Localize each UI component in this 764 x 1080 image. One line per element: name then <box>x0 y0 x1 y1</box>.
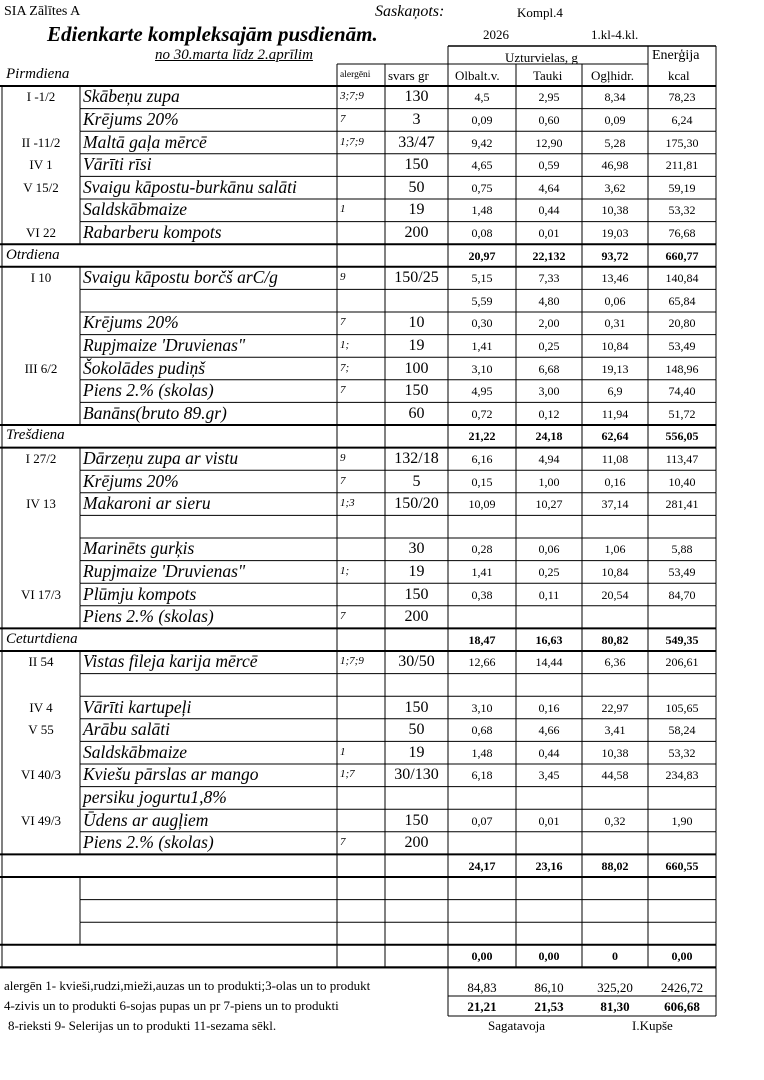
portion-weight: 30 <box>408 540 425 558</box>
allergen-codes: 7 <box>340 610 346 623</box>
carbs-value: 19,03 <box>601 225 629 240</box>
fat-value: 0,44 <box>538 745 560 760</box>
dish-name: Krējums 20% <box>83 312 179 333</box>
allergen-codes: 1;3 <box>340 497 355 510</box>
dish-name: Dārzeņu zupa ar vistu <box>83 447 239 468</box>
energy-value: 53,32 <box>668 203 696 218</box>
dish-code: VI 40/3 <box>20 767 62 783</box>
energy-value: 51,72 <box>668 406 696 421</box>
carbs-value: 37,14 <box>601 497 629 512</box>
protein-value: 3,10 <box>471 700 493 715</box>
dish-code: II 54 <box>28 654 54 670</box>
allergen-codes: 7 <box>340 112 346 125</box>
carbs-value: 0,06 <box>604 293 626 308</box>
fat-value: 14,44 <box>535 655 563 670</box>
energy-value: 59,19 <box>668 180 696 195</box>
allergen-codes: 3;7;9 <box>340 90 364 103</box>
carbs-value: 10,84 <box>601 564 629 579</box>
fat-value: 3,45 <box>538 768 560 783</box>
dish-name: Rabarberu kompots <box>83 221 222 242</box>
total-carbs: 80,82 <box>601 632 629 647</box>
avg-energy: 606,68 <box>664 999 700 1014</box>
avg-protein: 21,21 <box>467 999 497 1014</box>
dish-name: Maltā gaļa mērcē <box>83 131 207 152</box>
dish-code: I 10 <box>30 270 52 286</box>
energy-value: 1,90 <box>671 813 693 828</box>
allergen-codes: 9 <box>340 271 346 284</box>
energy-value: 140,84 <box>665 271 699 286</box>
protein-value: 0,72 <box>471 406 493 421</box>
allergen-codes: 7 <box>340 384 346 397</box>
dish-name: Makaroni ar sieru <box>83 493 211 514</box>
dish-name: Vistas fileja karija mērcē <box>83 651 258 672</box>
energy-value: 20,80 <box>668 316 696 331</box>
carbs-value: 11,08 <box>601 451 629 466</box>
dish-name: Banāns(bruto 89.gr) <box>83 402 227 423</box>
dish-code: VI 49/3 <box>20 812 62 828</box>
fat-value: 6,68 <box>538 361 560 376</box>
protein-value: 12,66 <box>468 655 496 670</box>
energy-value: 281,41 <box>665 497 699 512</box>
avg-carbs: 81,30 <box>600 999 630 1014</box>
portion-weight: 30/50 <box>398 653 435 671</box>
protein-value: 5,59 <box>471 293 493 308</box>
energy-value: 76,68 <box>668 225 696 240</box>
fat-value: 0,16 <box>538 700 560 715</box>
allergen-codes: 7 <box>340 836 346 849</box>
allergen-note-1: alergēn 1- kvieši,rudzi,mieži,auzas un to produkti;3-olas un to produkt <box>4 978 371 993</box>
allergen-codes: 1;7 <box>340 768 355 781</box>
carbs-value: 10,38 <box>601 203 629 218</box>
protein-value: 1,41 <box>471 338 493 353</box>
energy-value: 148,96 <box>665 361 699 376</box>
day-label: Pirmdiena <box>6 66 70 82</box>
fat-value: 12,90 <box>535 135 563 150</box>
day-label: Ceturtdiena <box>6 630 78 647</box>
page-title: Edienkarte kompleksajām pusdienām. <box>47 22 378 46</box>
dish-name: Krējums 20% <box>83 470 179 491</box>
fat-header: Tauki <box>533 68 563 83</box>
total-carbs: 62,64 <box>601 429 629 444</box>
approved-label: Saskaņots: <box>375 3 445 20</box>
prepared-label: Sagatavoja <box>488 1018 546 1033</box>
grades-label: 1.kl-4.kl. <box>591 27 639 42</box>
dish-name: Ūdens ar augļiem <box>83 809 209 830</box>
dish-name: Vārīti rīsi <box>83 154 152 175</box>
protein-value: 0,38 <box>471 587 493 602</box>
fat-value: 4,94 <box>538 451 560 466</box>
energy-value: 84,70 <box>668 587 696 602</box>
dish-name: Marinēts gurķis <box>83 538 195 559</box>
energy-value: 113,47 <box>665 451 699 466</box>
carbs-value: 8,34 <box>604 90 626 105</box>
portion-weight: 50 <box>408 721 425 739</box>
portion-weight: 19 <box>408 201 425 219</box>
fat-value: 3,00 <box>538 384 560 399</box>
energy-value: 105,65 <box>665 700 699 715</box>
set-label: Kompl.4 <box>517 5 563 20</box>
portion-weight: 19 <box>408 562 425 580</box>
dish-name: Svaigu kāpostu borčš arC/g <box>83 267 278 288</box>
protein-value: 1,48 <box>471 745 493 760</box>
total-energy: 660,77 <box>665 248 699 263</box>
dish-code: I -1/2 <box>26 89 56 105</box>
fat-value: 0,25 <box>538 564 560 579</box>
portion-weight: 130 <box>404 88 429 106</box>
day-label: Trešdiena <box>6 427 65 444</box>
carbs-value: 22,97 <box>601 700 629 715</box>
dish-code: VI 22 <box>26 224 56 240</box>
dish-name: Rupjmaize 'Druvienas" <box>83 560 246 581</box>
portion-weight: 10 <box>408 314 425 332</box>
carbs-value: 3,62 <box>604 180 626 195</box>
dish-name: Saldskābmaize <box>83 741 188 762</box>
dish-code: I 27/2 <box>25 450 57 466</box>
total-energy: 0,00 <box>671 949 693 964</box>
carbs-value: 10,84 <box>601 338 629 353</box>
dish-code: IV 1 <box>29 157 53 173</box>
total-carbs: 88,02 <box>601 858 629 873</box>
dish-name: Kviešu pārslas ar mango <box>83 764 259 785</box>
dish-name: Saldskābmaize <box>83 199 188 220</box>
carbs-value: 19,13 <box>601 361 629 376</box>
company-name: SIA Zālītes A <box>4 4 81 19</box>
carbs-value: 11,94 <box>601 406 629 421</box>
day-label: Otrdiena <box>6 246 60 263</box>
carbs-value: 46,98 <box>601 158 629 173</box>
fat-value: 4,66 <box>538 723 560 738</box>
carbs-value: 0,16 <box>604 474 626 489</box>
portion-weight: 19 <box>408 743 425 761</box>
dish-code: IV 13 <box>26 496 56 512</box>
protein-value: 1,48 <box>471 203 493 218</box>
dish-name: Piens 2.% (skolas) <box>83 380 214 401</box>
total-protein: 21,22 <box>468 429 496 444</box>
fat-value: 1,00 <box>538 474 560 489</box>
protein-value: 0,09 <box>471 112 493 127</box>
avg-fat: 21,53 <box>534 999 564 1014</box>
energy-value: 206,61 <box>665 655 699 670</box>
protein-value: 1,41 <box>471 564 493 579</box>
portion-weight: 100 <box>404 359 429 377</box>
fat-value: 0,11 <box>538 587 560 602</box>
protein-value: 6,16 <box>471 451 493 466</box>
dish-code: III 6/2 <box>24 360 58 376</box>
allergen-note-2: 4-zivis un to produkti 6-sojas pupas un pr 7-piens un to produkti <box>4 998 339 1013</box>
protein-value: 5,15 <box>471 271 493 286</box>
energy-header: Enerģija <box>652 48 700 63</box>
total-protein: 24,17 <box>468 858 496 873</box>
portion-weight: 150 <box>404 382 429 400</box>
fat-value: 0,59 <box>538 158 560 173</box>
protein-value: 3,10 <box>471 361 493 376</box>
energy-value: 234,83 <box>665 768 699 783</box>
dish-name: Krējums 20% <box>83 108 179 129</box>
total-carbs: 0 <box>612 949 618 964</box>
allergen-codes: 1; <box>340 564 350 577</box>
allergen-codes: 1 <box>340 745 346 758</box>
allergen-codes: 1 <box>340 203 346 216</box>
allergen-codes: 1; <box>340 338 350 351</box>
protein-value: 4,65 <box>471 158 493 173</box>
dish-name: Arābu salāti <box>83 719 171 740</box>
fat-value: 2,00 <box>538 316 560 331</box>
dish-code: II -11/2 <box>21 134 61 150</box>
sum-carbs: 325,20 <box>597 980 633 995</box>
fat-value: 0,01 <box>538 813 560 828</box>
total-fat: 24,18 <box>535 429 563 444</box>
dish-code: V 55 <box>28 722 54 738</box>
protein-value: 0,75 <box>471 180 493 195</box>
carbs-value: 13,46 <box>601 271 629 286</box>
dish-code: V 15/2 <box>23 179 59 195</box>
energy-value: 5,88 <box>671 542 693 557</box>
energy-value: 53,49 <box>668 564 696 579</box>
protein-value: 0,28 <box>471 542 493 557</box>
portion-weight: 150/25 <box>394 269 439 287</box>
total-protein: 20,97 <box>468 248 496 263</box>
total-fat: 0,00 <box>538 949 560 964</box>
energy-value: 6,24 <box>671 112 693 127</box>
allergen-codes: 1;7;9 <box>340 655 364 668</box>
energy-value: 58,24 <box>668 723 696 738</box>
portion-weight: 33/47 <box>398 133 435 151</box>
sum-protein: 84,83 <box>467 980 497 995</box>
carbs-value: 5,28 <box>604 135 626 150</box>
portion-weight: 30/130 <box>394 766 439 784</box>
sum-fat: 86,10 <box>534 980 564 995</box>
carbs-value: 0,31 <box>604 316 626 331</box>
energy-value: 78,23 <box>668 90 696 105</box>
protein-value: 0,07 <box>471 813 493 828</box>
total-carbs: 93,72 <box>601 248 629 263</box>
dish-name: Svaigu kāpostu-burkānu salāti <box>83 176 297 197</box>
allergens-header: alergēni <box>340 70 371 80</box>
fat-value: 10,27 <box>535 497 563 512</box>
total-energy: 660,55 <box>665 858 699 873</box>
total-fat: 16,63 <box>535 632 563 647</box>
portion-weight: 150 <box>404 156 429 174</box>
total-energy: 549,35 <box>665 632 699 647</box>
portion-weight: 19 <box>408 336 425 354</box>
fat-value: 4,64 <box>538 180 560 195</box>
total-protein: 18,47 <box>468 632 496 647</box>
energy-value: 65,84 <box>668 293 696 308</box>
portion-weight: 150 <box>404 811 429 829</box>
allergen-codes: 7 <box>340 474 346 487</box>
carbs-value: 0,32 <box>604 813 626 828</box>
protein-value: 6,18 <box>471 768 493 783</box>
fat-value: 4,80 <box>538 293 560 308</box>
energy-value: 175,30 <box>665 135 699 150</box>
dish-name: Šokolādes pudiņš <box>83 357 206 378</box>
portion-weight: 50 <box>408 178 425 196</box>
carbs-value: 6,9 <box>607 384 623 399</box>
portion-weight: 60 <box>408 404 425 422</box>
carbs-value: 10,38 <box>601 745 629 760</box>
dish-name: Rupjmaize 'Druvienas" <box>83 334 246 355</box>
portion-weight: 150/20 <box>394 495 439 513</box>
fat-value: 7,33 <box>538 271 560 286</box>
allergen-note-3: 8-rieksti 9- Selerijas un to produkti 11-sezama sēkl. <box>8 1018 277 1033</box>
nutrients-header: Uzturvielas, g <box>505 50 578 65</box>
year-label: 2026 <box>483 27 509 42</box>
period-label: no 30.marta līdz 2.aprīlim <box>155 47 313 63</box>
carbs-value: 44,58 <box>601 768 629 783</box>
protein-value: 9,42 <box>471 135 493 150</box>
protein-value: 0,30 <box>471 316 493 331</box>
allergen-codes: 9 <box>340 451 346 464</box>
dish-code: VI 17/3 <box>20 586 62 602</box>
allergen-codes: 7; <box>340 361 350 374</box>
energy-value: 211,81 <box>665 158 699 173</box>
carbs-value: 3,41 <box>604 723 626 738</box>
fat-value: 0,06 <box>538 542 560 557</box>
fat-value: 0,44 <box>538 203 560 218</box>
dish-name: persiku jogurtu1,8% <box>83 786 227 807</box>
fat-value: 2,95 <box>538 90 560 105</box>
carbs-value: 0,09 <box>604 112 626 127</box>
protein-value: 0,08 <box>471 225 493 240</box>
allergen-codes: 7 <box>340 316 346 329</box>
dish-name: Piens 2.% (skolas) <box>83 606 214 627</box>
protein-value: 0,68 <box>471 723 493 738</box>
sum-energy: 2426,72 <box>660 980 704 995</box>
energy-value: 53,49 <box>668 338 696 353</box>
portion-weight: 200 <box>404 834 429 852</box>
dish-name: Plūmju kompots <box>83 583 197 604</box>
total-protein: 0,00 <box>471 949 493 964</box>
protein-value: 0,15 <box>471 474 493 489</box>
portion-weight: 200 <box>404 608 429 626</box>
portion-weight: 150 <box>404 698 429 716</box>
allergen-codes: 1;7;9 <box>340 135 364 148</box>
protein-value: 4,5 <box>474 90 490 105</box>
total-energy: 556,05 <box>665 429 699 444</box>
protein-header: Olbalt.v. <box>455 68 500 83</box>
energy-value: 53,32 <box>668 745 696 760</box>
fat-value: 0,01 <box>538 225 560 240</box>
protein-value: 10,09 <box>468 497 496 512</box>
weight-header: svars gr <box>388 68 429 83</box>
carbs-value: 1,06 <box>604 542 626 557</box>
portion-weight: 150 <box>404 585 429 603</box>
fat-value: 0,12 <box>538 406 560 421</box>
dish-name: Piens 2.% (skolas) <box>83 832 214 853</box>
portion-weight: 200 <box>404 223 429 241</box>
dish-name: Skābeņu zupa <box>83 86 180 107</box>
author-name: I.Kupše <box>632 1018 673 1033</box>
carbs-header: Ogļhidr. <box>591 68 634 83</box>
carbs-value: 6,36 <box>604 655 626 670</box>
fat-value: 0,25 <box>538 338 560 353</box>
portion-weight: 132/18 <box>394 449 439 467</box>
portion-weight: 3 <box>412 110 421 128</box>
protein-value: 4,95 <box>471 384 493 399</box>
energy-unit-header: kcal <box>668 68 690 83</box>
total-fat: 23,16 <box>535 858 563 873</box>
portion-weight: 5 <box>412 472 421 490</box>
carbs-value: 20,54 <box>601 587 629 602</box>
dish-code: IV 4 <box>29 699 53 715</box>
fat-value: 0,60 <box>538 112 560 127</box>
dish-name: Vārīti kartupeļi <box>83 696 192 717</box>
energy-value: 74,40 <box>668 384 696 399</box>
energy-value: 10,40 <box>668 474 696 489</box>
total-fat: 22,132 <box>532 248 566 263</box>
